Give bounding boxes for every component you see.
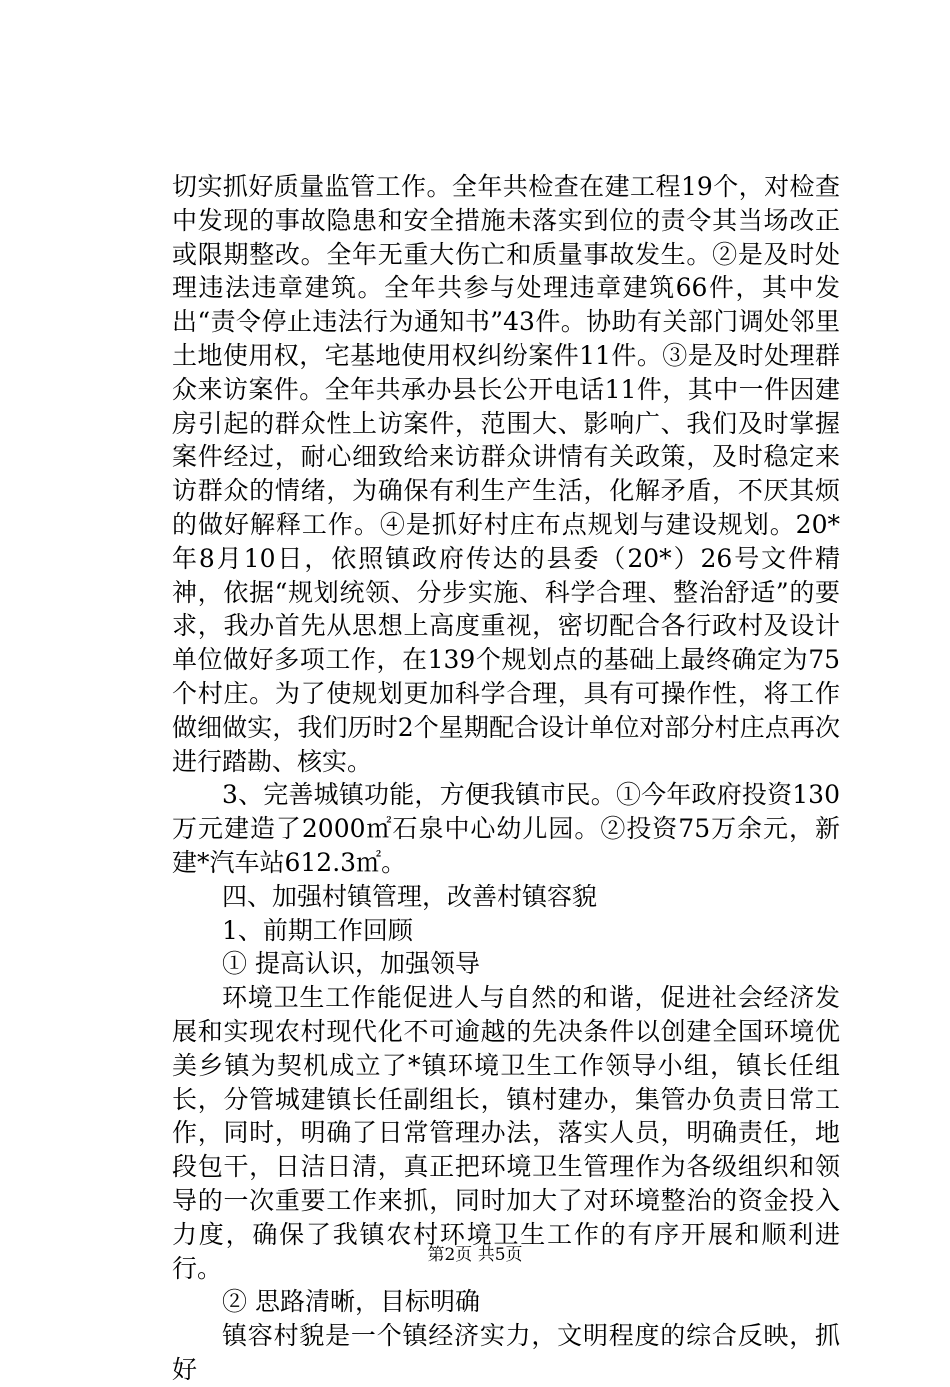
subheading-clear-goals: ② 思路清晰，目标明确 [222,1287,480,1317]
paragraph-town-function: 3、完善城镇功能，方便我镇市民。①今年政府投资130万元建造了2000㎡石泉中心幼儿园。②投资75万余元，新建*汽车站612.3㎡。 [172,780,840,877]
subheading-work-review: 1、前期工作回顾 [222,915,413,945]
paragraph-town-appearance: 镇容村貌是一个镇经济实力，文明程度的综合反映，抓好 [172,1321,840,1384]
paragraph-environment-sanitation: 环境卫生工作能促进人与自然的和谐，促进社会经济发展和实现农村现代化不可逾越的先决条件以创建全国环境优美乡镇为契机成立了*镇环境卫生工作领导小组，镇长任组长，分管城建镇长任副组长，镇村建办，集管办负责日常工作，同时，明确了日常管理办法，落实人员，明确责任，地段包干，日洁日清，真正把环境卫生管理作为各级组织和领导的一次重要工作来抓，同时加大了对环境整治的资金投入力度，确保了我镇农村环境卫生工作的有序开展和顺利进行。 [172,983,840,1283]
subheading-awareness: ① 提高认识，加强领导 [222,949,480,979]
page-number-footer: 第2页 共5页 [427,1245,523,1265]
paragraph-quality-supervision: 切实抓好质量监管工作。全年共检查在建工程19个，对检查中发现的事故隐患和安全措施未落实到位的责令其当场改正或限期整改。全年无重大伤亡和质量事故发生。②是及时处理违法违章建筑。全年共参与处理违章建筑66件，其中发出“责令停止违法行为通知书”43件。协助有关部门调处邻里土地使用权，宅基地使用权纠纷案件11件。③是及时处理群众来访案件。全年共承办县长公开电话11件，其中一件因建房引起的群众性上访案件，范围大、影响广、我们及时掌握案件经过，耐心细致给来访群众讲情有关政策，及时稳定来访群众的情绪，为确保有利生产生活，化解矛盾，不厌其烦的做好解释工作。④是抓好村庄布点规划与建设规划。20*年8月10日，依照镇政府传达的县委（20*）26号文件精神，依据“规划统领、分步实施、科学合理、整治舒适”的要求，我办首先从思想上高度重视，密切配合各行政村及设计单位做好多项工作，在139个规划点的基础上最终确定为75个村庄。为了使规划更加科学合理，具有可操作性，将工作做细做实，我们历时2个星期配合设计单位对部分村庄点再次进行踏勘、核实。 [172,172,840,776]
document-body [172,170,840,1387]
section-heading-village-management: 四、加强村镇管理，改善村镇容貌 [222,881,598,911]
